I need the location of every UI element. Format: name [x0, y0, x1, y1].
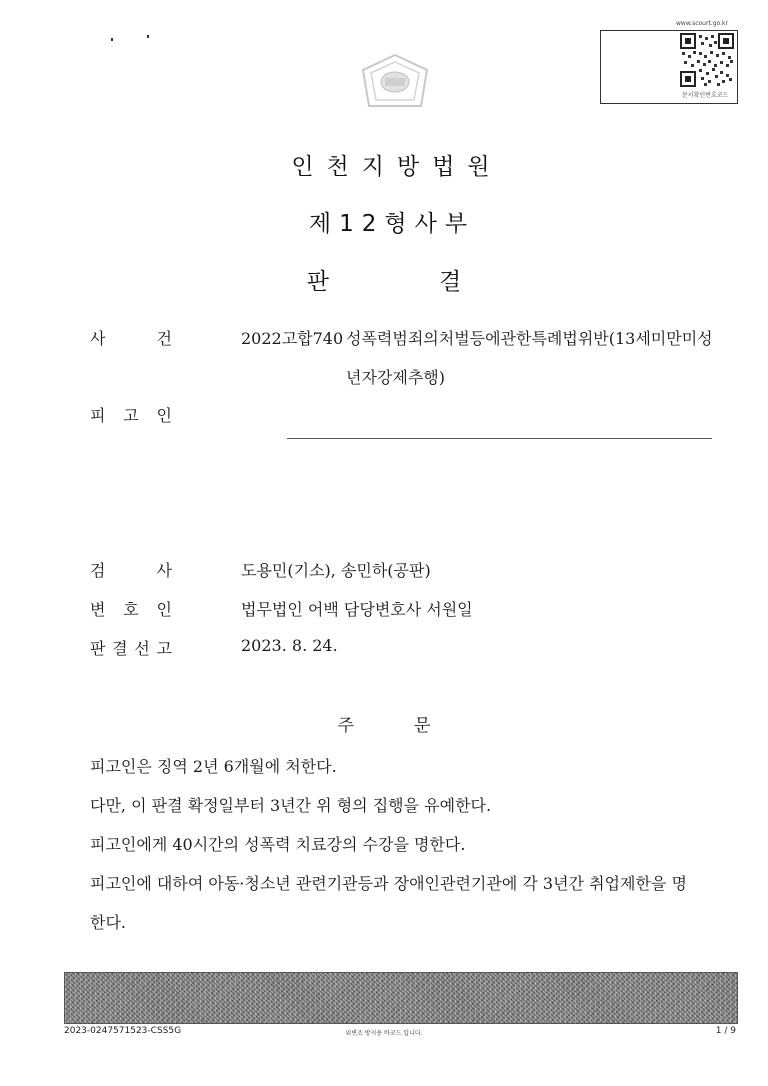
case-label-char: 건 — [156, 329, 172, 348]
order-line: 피고인은 징역 2년 6개월에 처한다. — [90, 757, 337, 776]
prosecutor-label — [90, 558, 172, 581]
verdict-date-value: 2023. 8. 24. — [241, 636, 338, 655]
verdict-date-label-char: 판 — [90, 639, 106, 658]
verdict-date-label — [90, 636, 172, 659]
document-type-char: 판 — [306, 269, 329, 295]
defendant-label-char: 피 — [90, 406, 106, 425]
qr-code-icon — [680, 33, 734, 87]
order-line: 한다. — [90, 913, 126, 932]
case-number: 2022고합740 — [241, 329, 344, 348]
order-line: 다만, 이 판결 확정일부터 3년간 위 형의 집행을 유예한다. — [90, 796, 492, 815]
counsel-label — [90, 597, 172, 620]
prosecutor-label-char: 검 — [90, 561, 106, 580]
court-name: 인천지방법원 — [291, 154, 503, 180]
case-name-continued: 년자강제추행) — [346, 368, 445, 387]
order-heading-char: 주 — [337, 716, 354, 736]
order-line: 피고인에게 40시간의 성폭력 치료강의 수강을 명한다. — [90, 835, 466, 854]
defendant-redaction-line — [287, 438, 712, 439]
counsel-label-char: 호 — [123, 600, 139, 619]
barcode-note: 위변조 방지용 바코드 입니다. — [345, 1030, 423, 1037]
case-label — [90, 326, 172, 349]
case-name: 성폭력범죄의처벌등에관한특례법위반(13세미만미성 — [346, 329, 713, 348]
verdict-date-label-char: 선 — [134, 639, 150, 658]
defendant-label-char: 인 — [156, 406, 172, 425]
qr-url-text: www.scourt.go.kr — [676, 20, 728, 27]
case-label-char: 사 — [90, 329, 106, 348]
document-type-char: 결 — [439, 269, 462, 295]
scan-speck — [111, 38, 113, 41]
order-line: 피고인에 대하여 아동·청소년 관련기관등과 장애인관련기관에 각 3년간 취업제한을 명 — [90, 874, 687, 893]
counsel-label-char: 인 — [156, 600, 172, 619]
court-seal-watermark — [357, 52, 433, 112]
page-number: 1 / 9 — [715, 1026, 736, 1036]
order-heading — [0, 711, 768, 736]
counsel-label-char: 변 — [90, 600, 106, 619]
document-id: 2023-0247571523-CSS5G — [64, 1026, 182, 1036]
prosecutor-label-char: 사 — [156, 561, 172, 580]
court-division: 제12형사부 — [308, 211, 476, 237]
order-heading-char: 문 — [414, 716, 431, 736]
scan-speck — [147, 35, 149, 38]
prosecutor-value: 도용민(기소), 송민하(공판) — [241, 561, 431, 580]
counsel-value: 법무법인 어백 담당변호사 서원일 — [241, 600, 473, 619]
qr-caption: 문서확인번호코드 — [682, 92, 729, 99]
defendant-label — [90, 403, 172, 426]
verdict-date-label-char: 결 — [112, 639, 128, 658]
document-type — [0, 263, 768, 296]
defendant-label-char: 고 — [123, 406, 139, 425]
anti-forgery-barcode — [64, 972, 738, 1024]
verdict-date-label-char: 고 — [156, 639, 172, 658]
